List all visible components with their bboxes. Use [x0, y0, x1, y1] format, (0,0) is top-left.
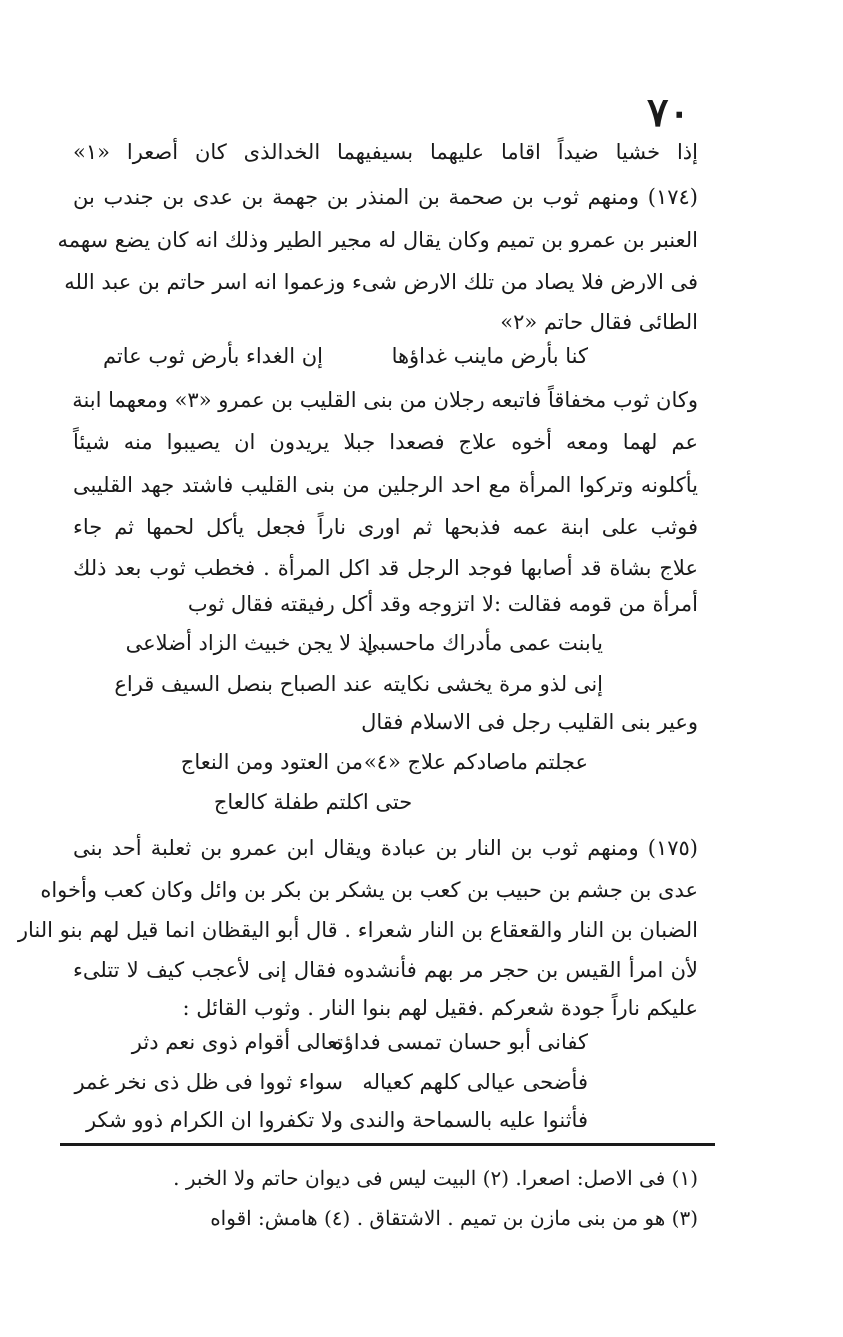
footnote-line: (٣) هو من بنى مازن بن تميم . الاشتقاق . (٤) هامش: اقواه	[210, 1206, 698, 1230]
text-line: علاج بشاة قد أصابها فوجد الرجل قد اكل المرأة . فخطب ثوب بعد ذلك	[73, 556, 698, 580]
verse-hemistich-left: تعالى أقوام ذوى نعم دثر	[131, 1030, 343, 1054]
verse-hemistich-right: يابنت عمى مأدراك ماحسبى	[362, 631, 603, 655]
text-line: فى الارض فلا يصاد من تلك الارض شىء وزعموا انه اسر حاتم بن عبد الله	[64, 270, 698, 294]
verse-hemistich-left: ولا تكفروا ان الكرام ذوو شكر	[85, 1108, 343, 1132]
text-line: عليكم ناراً جودة شعركم .فقيل لهم بنوا النار . وثوب القائل :	[182, 996, 698, 1020]
verse-hemistich-left: عند الصباح بنصل السيف قراع	[114, 672, 373, 696]
text-line: وكان ثوب مخفاقاً فاتبعه رجلان من بنى القليب بن عمرو «٣» ومعهما ابنة	[72, 388, 698, 412]
text-line: فوثب على ابنة عمه فذبحها ثم اورى ناراً فجعل يأكل لحمها ثم جاء	[73, 515, 698, 539]
verse-hemistich-left: إذ لا يجن خبيث الزاد أضلاعى	[125, 631, 373, 655]
verse-hemistich-right: إنى لذو مرة يخشى نكايته	[382, 672, 603, 696]
verse-hemistich-left: سواء ثووا فى ظل ذى نخر غمر	[74, 1070, 343, 1094]
verse-hemistich-left: إن الغداء بأرض ثوب عاتم	[102, 344, 323, 368]
text-line: يأكلونه وتركوا المرأة مع احد الرجلين من بنى القليب فاشتد جهد القليبى	[73, 473, 698, 497]
verse-line: حتى اكلتم طفلة كالعاج	[213, 790, 413, 814]
text-line: الضبان بن النار والقعقاع بن النار شعراء . قال أبو اليقظان انما قيل لهم بنو النار	[17, 918, 698, 942]
verse-hemistich-right: فأضحى عيالى كلهم كعياله	[362, 1070, 588, 1094]
verse-hemistich-right: كفانى أبو حسان تمسى فداؤه	[332, 1030, 588, 1054]
text-line: عم لهما ومعه أخوه علاج فصعدا جبلا يريدون ان يصيبوا منه شيئاً	[73, 430, 698, 454]
text-line: العنبر بن عمرو بن تميم وكان يقال له مجير الطير وذلك انه كان يضع سهمه	[57, 228, 698, 252]
text-line: الطائى فقال حاتم «٢»	[500, 310, 698, 334]
verse-hemistich-right: كنا بأرض ماينب غداؤها	[391, 344, 588, 368]
text-line: وعير بنى القليب رجل فى الاسلام فقال	[361, 710, 698, 734]
text-line: (١٧٤) ومنهم ثوب بن صحمة بن المنذر بن جهمة بن عدى بن جندب بن	[73, 185, 698, 209]
footnote-separator	[60, 1143, 715, 1146]
verse-hemistich-right: فأثنوا عليه بالسماحة والندى	[349, 1108, 588, 1132]
text-line: عدى بن جشم بن حبيب بن كعب بن يشكر بن بكر بن وائل وكان كعب وأخواه	[40, 878, 698, 902]
text-line: لأن امرأ القيس بن حجر مر بهم فأنشدوه فقال إنى لأعجب كيف لا تتلىء	[73, 958, 698, 982]
text-line: إذا خشيا ضيداً اقاما عليهما بسيفيهما الخدالذى كان أصعرا «١»	[73, 140, 698, 164]
verse-hemistich-right: عجلتم ماصادكم علاج «٤»	[363, 750, 588, 774]
footnote-line: (١) فى الاصل: اصعرا. (٢) البيت ليس فى ديوان حاتم ولا الخبر .	[173, 1166, 698, 1190]
text-line: (١٧٥) ومنهم ثوب بن النار بن عبادة ويقال ابن عمرو بن ثعلبة أحد بنى	[73, 836, 698, 860]
verse-hemistich-left: من العتود ومن النعاج	[180, 750, 363, 774]
text-line: أمرأة من قومه فقالت :لا اتزوجه وقد أكل رفيقته فقال ثوب	[187, 592, 698, 616]
page-number: ٧٠	[647, 89, 690, 136]
